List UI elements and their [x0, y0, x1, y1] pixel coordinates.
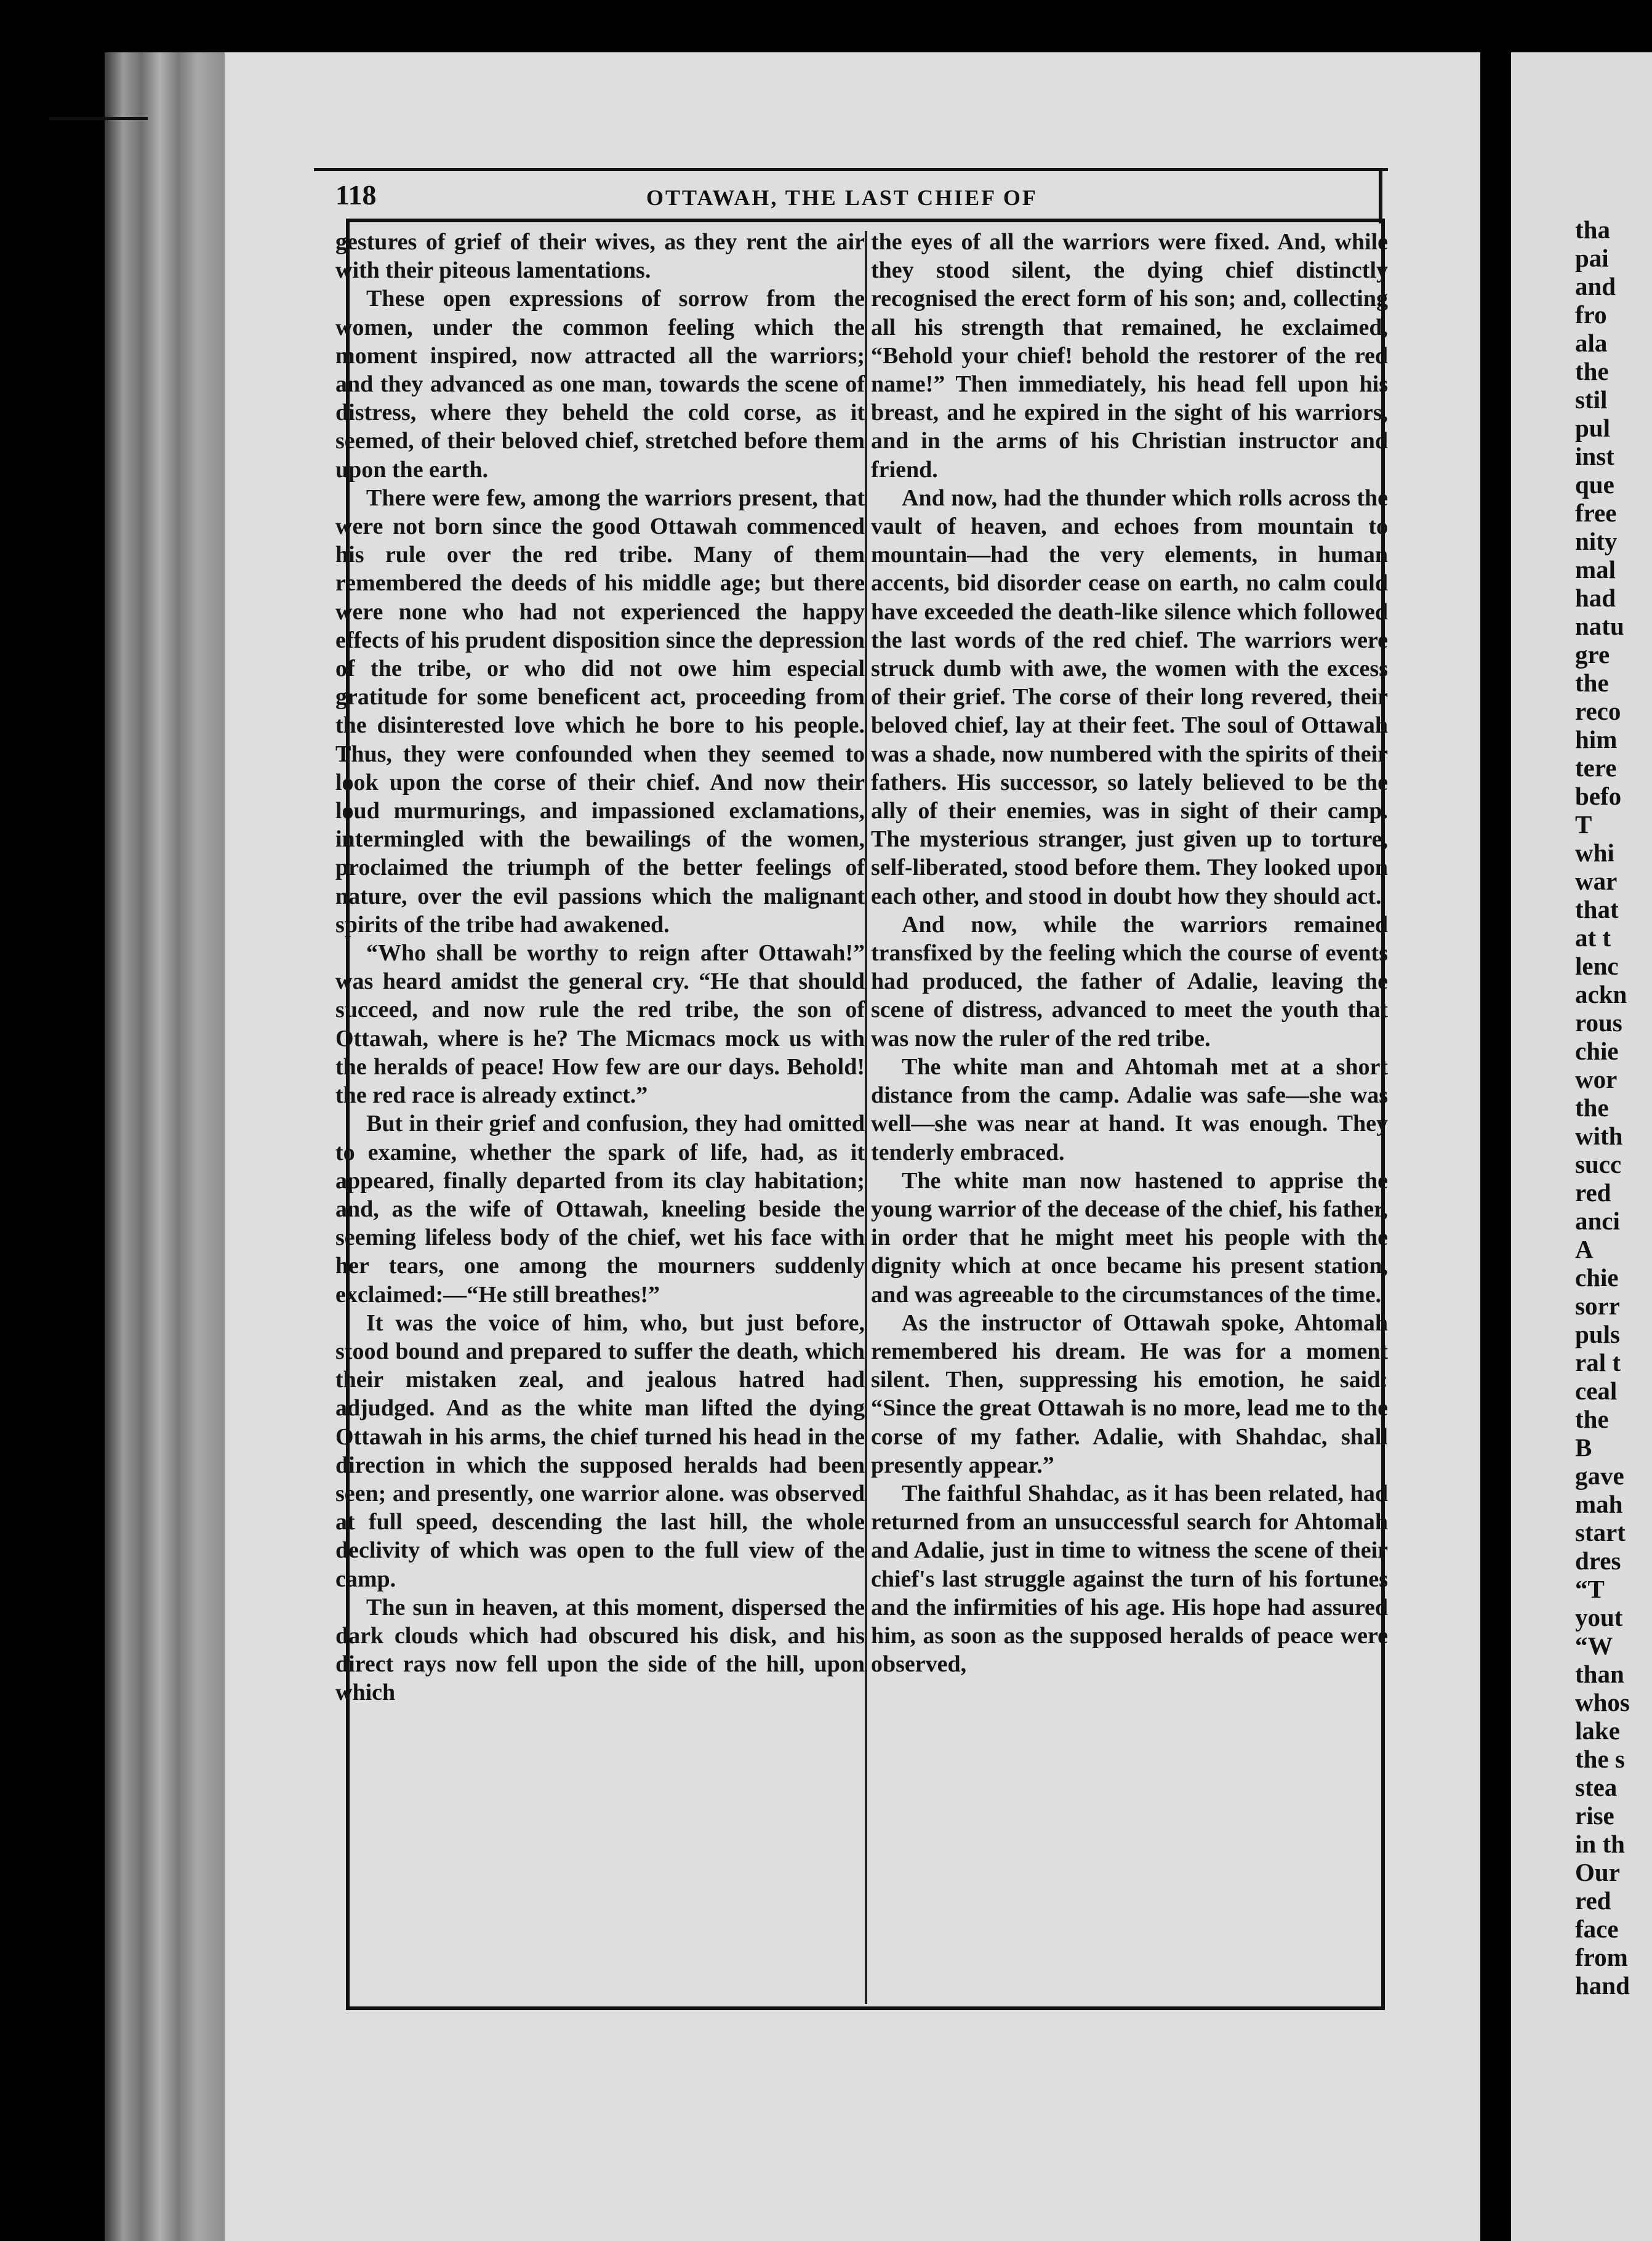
- adjacent-page-line: hand: [1575, 1971, 1630, 2000]
- adjacent-page-line: tha: [1575, 215, 1610, 244]
- paragraph: The faithful Shahdac, as it has been related, had returned from an unsuccessful search for Ahtomah and Adalie, just in time to witness the scene of their chief's last struggle against the turn of his fortunes and the infirmities of his age. His hope had assured him, as soon as the supposed heralds of peace were observed,: [871, 1480, 1388, 1678]
- adjacent-page-line: pai: [1575, 244, 1609, 272]
- paragraph: “Who shall be worthy to reign after Ottawah!” was heard amidst the general cry. “He that should succeed, and now rule the red tribe, the son of Ottawah, where is he? The Micmacs mock us with the heralds of peace! How few are our days. Behold! the red race is already extinct.”: [335, 940, 865, 1109]
- left-text-column: [335, 228, 865, 2001]
- paragraph: gestures of grief of their wives, as they rent the air with their piteous lamentations.: [335, 229, 865, 284]
- adjacent-page-line: succ: [1575, 1150, 1622, 1178]
- adjacent-page-line: red: [1575, 1178, 1611, 1207]
- column-rule: [865, 231, 867, 2004]
- adjacent-page-line: nity: [1575, 527, 1618, 555]
- paragraph: As the instructor of Ottawah spoke, Ahtomah remembered his dream. He was for a moment silent. Then, suppressing his emotion, he said: “Since the great Ottawah is no more, lead me to the corse of my father. Adalie, with Shahdac, shall presently appear.”: [871, 1310, 1388, 1478]
- adjacent-page-line: inst: [1575, 442, 1614, 470]
- adjacent-page-line: the: [1575, 357, 1609, 385]
- adjacent-page-line: pul: [1575, 414, 1610, 442]
- paragraph: The sun in heaven, at this moment, dispersed the dark clouds which had obscured his disk, and his direct rays now fell upon the side of the hill, upon which: [335, 1594, 865, 1706]
- page-number: 118: [335, 179, 377, 211]
- adjacent-page-line: ral t: [1575, 1348, 1621, 1377]
- adjacent-page-line: that: [1575, 895, 1619, 923]
- paragraph: And now, had the thunder which rolls across the vault of heaven, and echoes from mountain to mountain—had the very elements, in human accents, bid disorder cease on earth, no calm could have exceeded the death-like silence which followed the last words of the red chief. The warriors were struck dumb with awe, the women with the excess of their grief. The corse of their long revered, their beloved chief, lay at their feet. The soul of Ottawah was a shade, now numbered with the spirits of their fathers. His successor, so lately believed to be the ally of their enemies, was in sight of their camp. The mysterious stranger, just given up to torture, self-liberated, stood before them. They looked upon each other, and stood in doubt how they should act.: [871, 485, 1388, 909]
- header-rule: [314, 168, 1388, 171]
- adjacent-page-line: puls: [1575, 1320, 1620, 1348]
- adjacent-page-line: at t: [1575, 923, 1611, 952]
- adjacent-page-line: rous: [1575, 1008, 1622, 1037]
- adjacent-page-line: red: [1575, 1886, 1611, 1915]
- adjacent-page-line: dres: [1575, 1547, 1621, 1575]
- adjacent-page-line: rise: [1575, 1801, 1614, 1830]
- adjacent-page-line: whos: [1575, 1688, 1630, 1716]
- adjacent-page-line: yout: [1575, 1603, 1623, 1631]
- adjacent-page-line: chie: [1575, 1037, 1619, 1065]
- adjacent-page-line: lake: [1575, 1716, 1620, 1745]
- paragraph: But in their grief and confusion, they had omitted to examine, whether the spark of life, had, as it appeared, finally departed from its clay habitation; and, as the wife of Ottawah, kneeling beside the seeming lifeless body of the chief, wet his face with her tears, one among the mourners suddenly exclaimed:—“He still breathes!”: [335, 1111, 865, 1308]
- adjacent-page-header-rule: [49, 117, 148, 120]
- adjacent-page-line: the s: [1575, 1745, 1625, 1773]
- adjacent-page-line: ceal: [1575, 1377, 1618, 1405]
- adjacent-page-line: start: [1575, 1518, 1626, 1547]
- adjacent-page-line: wor: [1575, 1065, 1618, 1093]
- adjacent-page-line: the: [1575, 669, 1609, 697]
- adjacent-page-line: “W: [1575, 1631, 1613, 1660]
- adjacent-page-fragment: [1511, 52, 1652, 2241]
- paragraph: It was the voice of him, who, but just before, stood bound and prepared to suffer the death, which their mistaken zeal, and jealous hatred had adjudged. And as the white man lifted the dying Ottawah in his arms, the chief turned his head in the direction in which the supposed heralds had been seen; and presently, one warrior alone. was observed at full speed, descending the last hill, the whole declivity of which was open to the full view of the camp.: [335, 1310, 865, 1592]
- adjacent-page-line: sorr: [1575, 1292, 1620, 1320]
- adjacent-page-line: from: [1575, 1943, 1628, 1971]
- paragraph: There were few, among the warriors present, that were not born since the good Ottawah commenced his rule over the red tribe. Many of them remembered the deeds of his middle age; but there were none who had not experienced the happy effects of his prudent disposition since the depression of the tribe, or who did not owe him especial gratitude for some beneficent act, proceeding from the disinterested love which he bore to his people. Thus, they were confounded when they seemed to look upon the corse of their chief. And now their loud murmurings, and impassioned exclamations, intermingled with the bewailings of the women, proclaimed the triumph of the better feelings of nature, over the evil passions which the malignant spirits of the tribe had awakened.: [335, 485, 865, 938]
- adjacent-page-line: war: [1575, 867, 1618, 895]
- adjacent-page-line: fro: [1575, 300, 1607, 329]
- adjacent-page-line: had: [1575, 584, 1616, 612]
- adjacent-page-line: free: [1575, 499, 1617, 527]
- adjacent-page-line: whi: [1575, 839, 1614, 867]
- adjacent-page-line: tere: [1575, 754, 1617, 782]
- header-rule-end: [1379, 168, 1382, 223]
- running-title: OTTAWAH, THE LAST CHIEF OF: [646, 185, 1038, 210]
- adjacent-page-line: the: [1575, 1405, 1609, 1433]
- adjacent-page-line: “T: [1575, 1575, 1605, 1603]
- adjacent-page-line: que: [1575, 470, 1614, 499]
- paragraph: The white man and Ahtomah met at a short distance from the camp. Adalie was safe—she was well—she was near at hand. It was enough. They tenderly embraced.: [871, 1053, 1388, 1165]
- paragraph: These open expressions of sorrow from the women, under the common feeling which the moment inspired, now attracted all the warriors; and they advanced as one man, towards the scene of distress, where they beheld the cold corse, as it seemed, of their beloved chief, stretched before them upon the earth.: [335, 286, 865, 483]
- adjacent-page-line: with: [1575, 1122, 1623, 1150]
- adjacent-page-line: reco: [1575, 697, 1621, 725]
- adjacent-page-line: in th: [1575, 1830, 1625, 1858]
- adjacent-page-line: lenc: [1575, 952, 1619, 980]
- adjacent-page-line: Our: [1575, 1858, 1620, 1886]
- adjacent-page-line: A: [1575, 1235, 1594, 1263]
- adjacent-page-line: than: [1575, 1660, 1624, 1688]
- adjacent-page-line: ackn: [1575, 980, 1627, 1008]
- adjacent-page-line: anci: [1575, 1207, 1620, 1235]
- adjacent-page-line: face: [1575, 1915, 1619, 1943]
- adjacent-page-line: B: [1575, 1433, 1592, 1462]
- adjacent-page-line: stil: [1575, 385, 1608, 414]
- adjacent-page-line: befo: [1575, 782, 1622, 810]
- paragraph: the eyes of all the warriors were fixed. And, while they stood silent, the dying chief distinctly recognised the erect form of his son; and, collecting all his strength that remained, he exclaimed, “Behold your chief! behold the restorer of the red name!” Then immediately, his head fell upon his breast, and he expired in the sight of his warriors, and in the arms of his Christian instructor and friend.: [871, 229, 1388, 483]
- adjacent-page-line: T: [1575, 810, 1592, 839]
- adjacent-page-line: the: [1575, 1093, 1609, 1122]
- adjacent-page-line: natu: [1575, 612, 1624, 640]
- adjacent-page-line: him: [1575, 725, 1618, 754]
- adjacent-page-line: stea: [1575, 1773, 1618, 1801]
- adjacent-page-line: mal: [1575, 555, 1616, 584]
- adjacent-page-line: and: [1575, 272, 1616, 300]
- book-binding-edge: [105, 52, 228, 2241]
- adjacent-page-line: gre: [1575, 640, 1610, 669]
- adjacent-page-line: gave: [1575, 1462, 1624, 1490]
- right-text-column: [871, 228, 1388, 2001]
- paragraph: And now, while the warriors remained transfixed by the feeling which the course of events had produced, the father of Adalie, leaving the scene of distress, advanced to meet the youth that was now the ruler of the red tribe.: [871, 911, 1388, 1052]
- adjacent-page-line: mah: [1575, 1490, 1623, 1518]
- paragraph: The white man now hastened to apprise the young warrior of the decease of the chief, his father, in order that he might meet his people with the dignity which at once became his present station, and was agreeable to the circumstances of the time.: [871, 1167, 1388, 1308]
- adjacent-page-line: ala: [1575, 329, 1608, 357]
- adjacent-page-line: chie: [1575, 1263, 1619, 1292]
